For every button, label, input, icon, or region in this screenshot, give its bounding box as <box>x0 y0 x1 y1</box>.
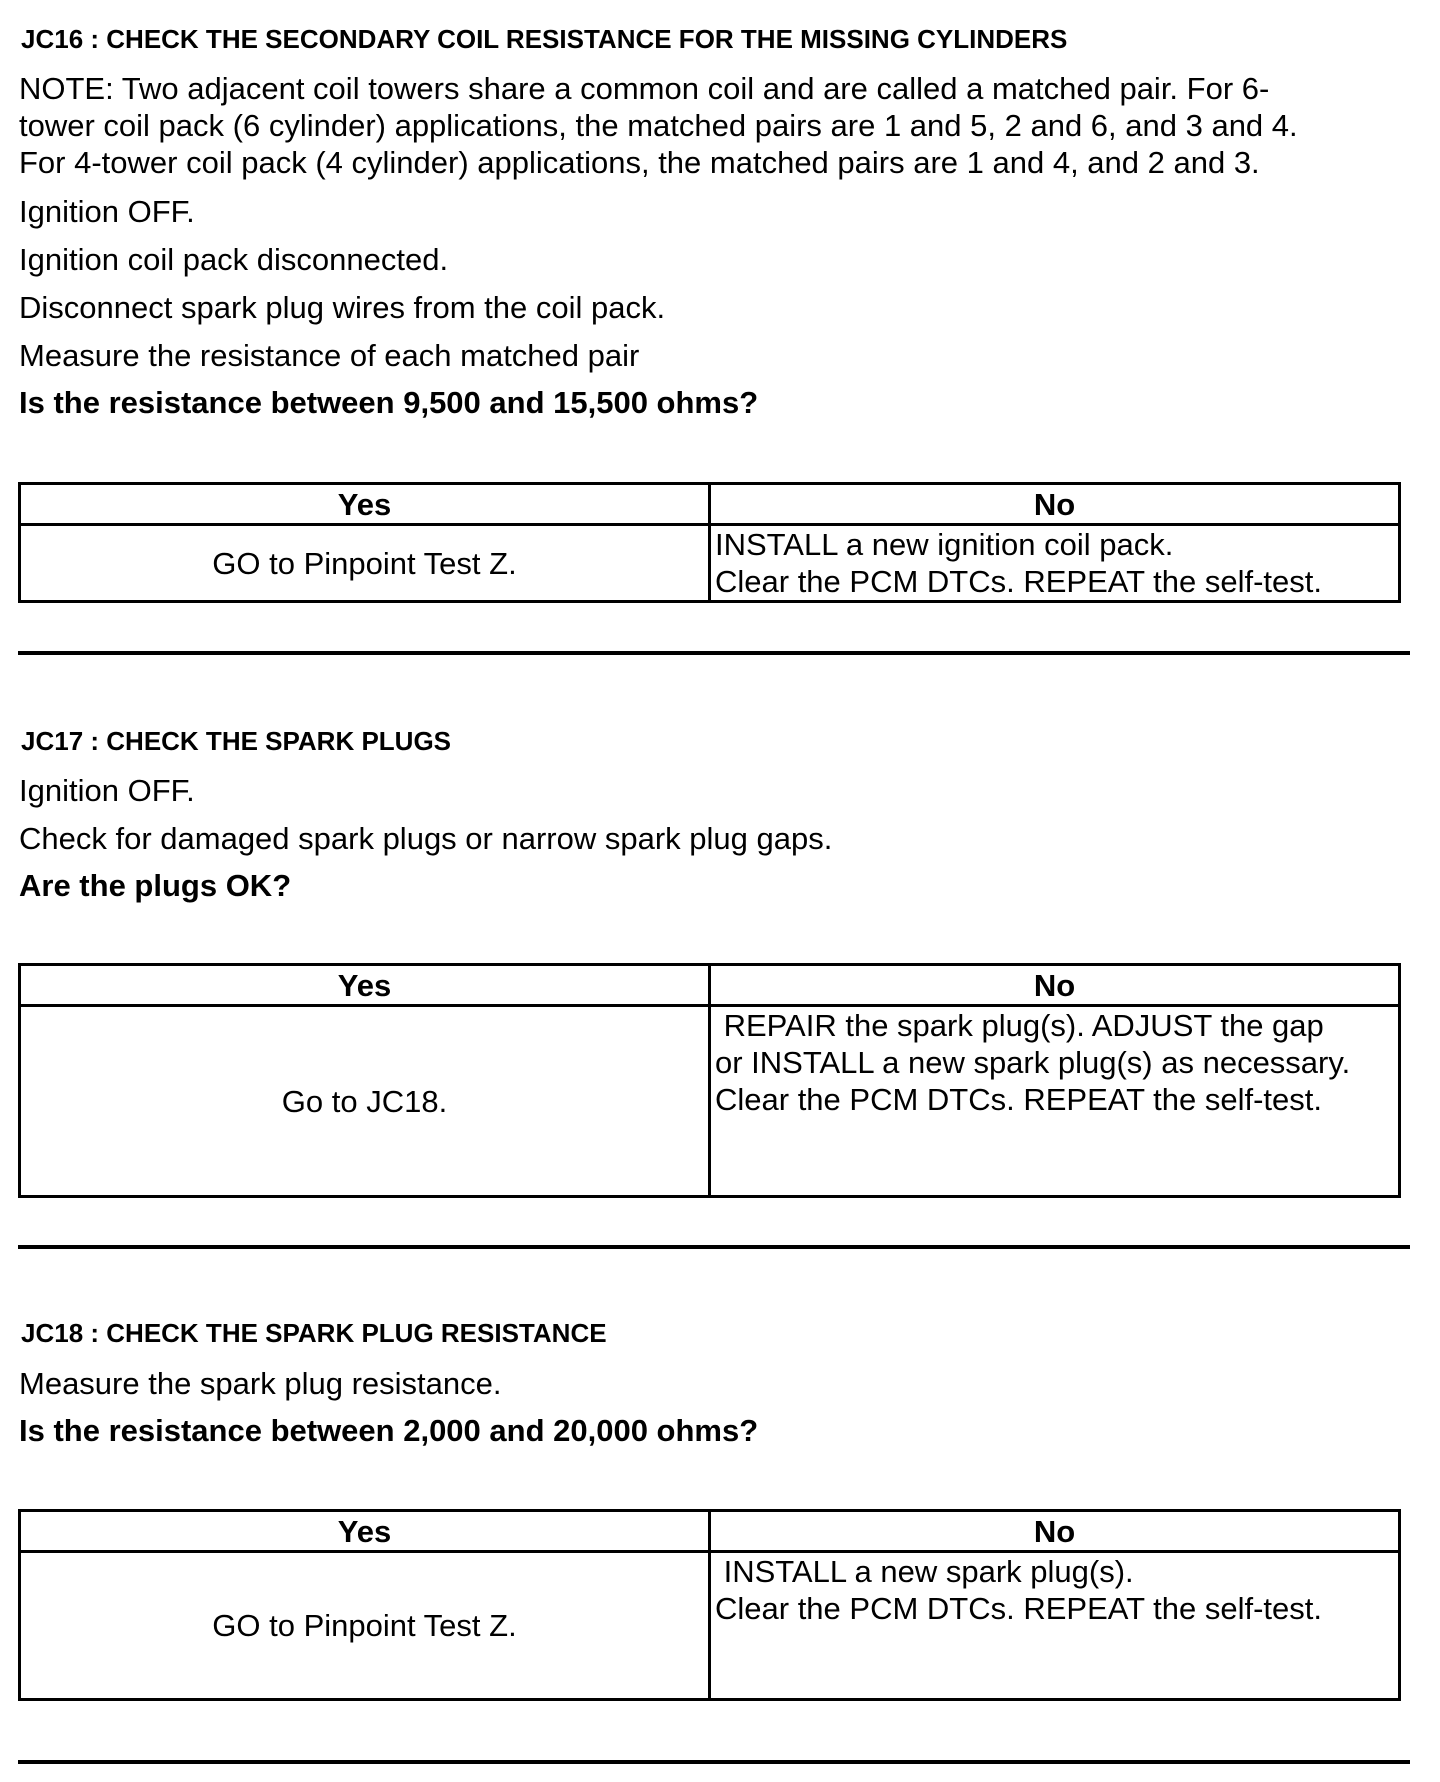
jc18-no-action <box>710 1552 1400 1700</box>
jc17-heading: JC17 : CHECK THE SPARK PLUGS <box>21 726 452 756</box>
jc17-yes-action: Go to JC18. <box>20 1006 710 1197</box>
jc16-no-header: No <box>710 484 1400 525</box>
jc17-no-header: No <box>710 965 1400 1006</box>
jc18-result-table <box>18 1509 1401 1701</box>
jc16-step-coil-disconnected: Ignition coil pack disconnected. <box>19 242 449 277</box>
jc17-step-check-plugs: Check for damaged spark plugs or narrow spark plug gaps. <box>19 821 833 856</box>
jc18-no-header: No <box>710 1511 1400 1552</box>
jc17-no-line-3: Clear the PCM DTCs. REPEAT the self-test. <box>715 1082 1322 1117</box>
jc16-step-measure: Measure the resistance of each matched pair <box>19 338 640 373</box>
jc18-yes-header: Yes <box>20 1511 710 1552</box>
jc18-no-line-1: INSTALL a new spark plug(s). <box>715 1554 1134 1589</box>
jc16-yes-action: GO to Pinpoint Test Z. <box>20 525 710 602</box>
jc16-no-action <box>710 525 1400 602</box>
jc17-step-ignition-off: Ignition OFF. <box>19 773 195 808</box>
jc17-result-table <box>18 963 1401 1198</box>
jc18-question: Is the resistance between 2,000 and 20,000 ohms? <box>19 1413 759 1448</box>
jc16-result-table <box>18 482 1401 603</box>
jc16-no-line-1: INSTALL a new ignition coil pack. <box>715 527 1174 562</box>
jc16-no-line-2: Clear the PCM DTCs. REPEAT the self-test. <box>715 564 1322 599</box>
section-divider <box>18 1245 1410 1249</box>
jc16-question: Is the resistance between 9,500 and 15,500 ohms? <box>19 385 759 420</box>
jc18-heading: JC18 : CHECK THE SPARK PLUG RESISTANCE <box>21 1318 607 1348</box>
jc16-step-ignition-off: Ignition OFF. <box>19 194 195 229</box>
jc18-step-measure: Measure the spark plug resistance. <box>19 1366 502 1401</box>
jc16-step-disconnect-wires: Disconnect spark plug wires from the coil pack. <box>19 290 666 325</box>
jc16-note-line-2: tower coil pack (6 cylinder) applications, the matched pairs are 1 and 5, 2 and 6, and 3 and 4. <box>19 108 1298 143</box>
section-divider <box>18 651 1410 655</box>
jc18-no-line-2: Clear the PCM DTCs. REPEAT the self-test. <box>715 1591 1322 1626</box>
jc17-yes-header: Yes <box>20 965 710 1006</box>
section-divider <box>18 1760 1410 1764</box>
jc16-yes-header: Yes <box>20 484 710 525</box>
jc18-yes-action: GO to Pinpoint Test Z. <box>20 1552 710 1700</box>
jc16-note-line-3: For 4-tower coil pack (4 cylinder) applications, the matched pairs are 1 and 4, and 2 and 3. <box>19 145 1260 180</box>
jc16-note-line-1: NOTE: Two adjacent coil towers share a common coil and are called a matched pair. For 6- <box>19 71 1270 106</box>
jc16-heading: JC16 : CHECK THE SECONDARY COIL RESISTANCE FOR THE MISSING CYLINDERS <box>21 24 1068 54</box>
jc17-no-action <box>710 1006 1400 1197</box>
jc17-no-line-2: or INSTALL a new spark plug(s) as necessary. <box>715 1045 1351 1080</box>
jc17-question: Are the plugs OK? <box>19 868 292 903</box>
jc17-no-line-1: REPAIR the spark plug(s). ADJUST the gap <box>715 1008 1324 1043</box>
